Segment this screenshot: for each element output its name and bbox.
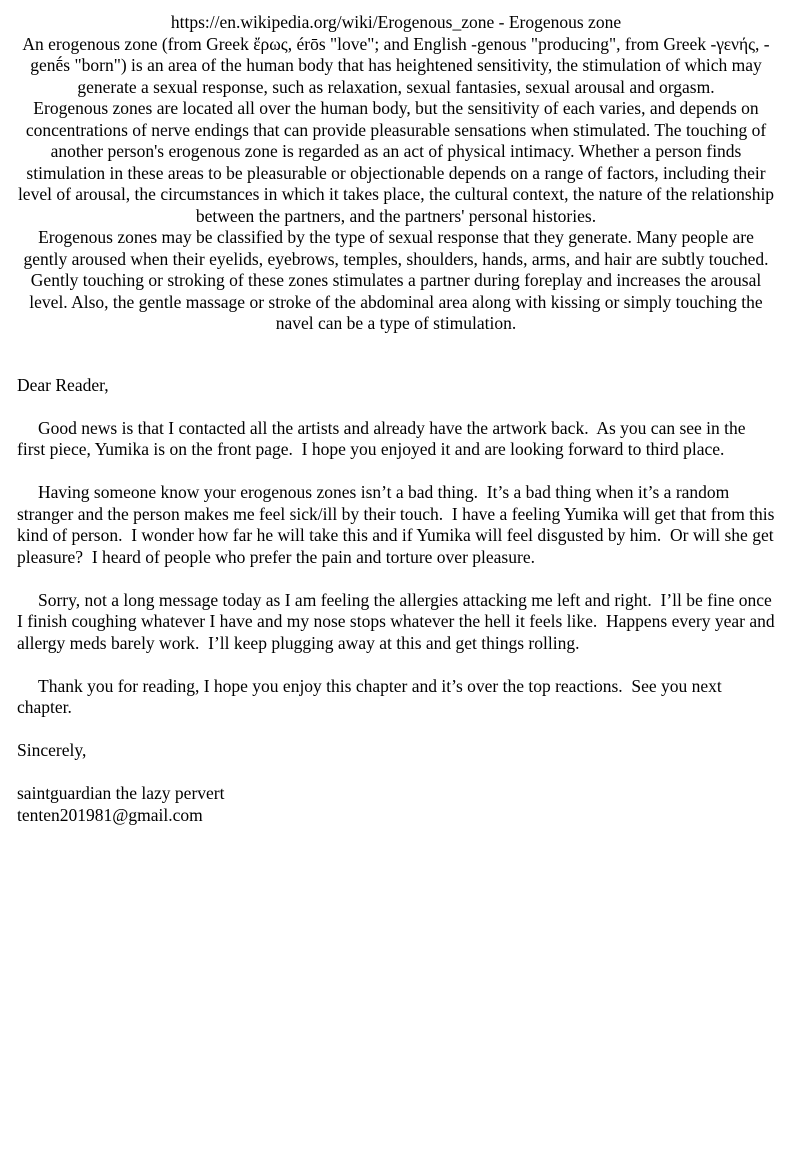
letter-paragraph-2: Having someone know your erogenous zones isn’t a bad thing. It’s a bad thing when it’s a random stranger and the person makes me feel sick/ill by their touch. I have a feeling Yumika will get that from this kind of person. I wonder how far he will take this and if Yumika will feel disgusted by him. Or will she get pleasure? I heard of people who prefer the pain and torture over pleasure. xyxy=(17,482,779,567)
signature-name: saintguardian the lazy pervert xyxy=(17,783,225,803)
source-url-line: https://en.wikipedia.org/wiki/Erogenous_zone - Erogenous zone xyxy=(170,12,622,32)
letter-closing: Sincerely, xyxy=(17,740,87,760)
signature-email: tenten201981@gmail.com xyxy=(17,804,203,825)
wiki-paragraph-2: Erogenous zones are located all over the human body, but the sensitivity of each varies, and depends on concentrations of nerve endings that can provide pleasurable sensations when stimulated. The touching of another person's erogenous zone is regarded as an act of physical intimacy. Whether a person finds stimulation in these areas to be pleasurable or objectionable depends on a range of factors, including their level of arousal, the circumstances in which it takes place, the cultural context, the nature of the relationship between the partners, and the partners' personal histories. xyxy=(17,98,779,226)
wiki-paragraph-3: Erogenous zones may be classified by the type of sexual response that they generate. Many people are gently aroused when their eyelids, eyebrows, temples, shoulders, hands, arms, and hair are subtly touched. Gently touching or stroking of these zones stimulates a partner during foreplay and increases the arousal level. Also, the gentle massage or stroke of the abdominal area along with kissing or simply touching the navel can be a type of stimulation. xyxy=(23,227,773,333)
wiki-paragraph-1: An erogenous zone (from Greek ἔρως, érōs "love"; and English -genous "producing", from Greek -γενής, -genḗs "born") is an area of the human body that has heightened sensitivity, the stimulation of which may generate a sexual response, such as relaxation, sexual fantasies, sexual arousal and orgasm. xyxy=(22,33,770,97)
wikipedia-excerpt xyxy=(17,12,779,335)
letter-salutation: Dear Reader, xyxy=(17,374,109,395)
letter-paragraph-1: Good news is that I contacted all the artists and already have the artwork back. As you can see in the first piece, Yumika is on the front page. I hope you enjoyed it and are looking forward to third place. xyxy=(17,417,750,459)
author-letter xyxy=(17,374,779,827)
letter-paragraph-3: Sorry, not a long message today as I am feeling the allergies attacking me left and right. I’ll be fine once I finish coughing whatever I have and my nose stops whatever the hell it feels like. Happens every year and allergy meds barely work. I’ll keep plugging away at this and get things rolling. xyxy=(17,589,779,653)
letter-paragraph-4: Thank you for reading, I hope you enjoy this chapter and it’s over the top reactions. See you next chapter. xyxy=(17,675,727,717)
